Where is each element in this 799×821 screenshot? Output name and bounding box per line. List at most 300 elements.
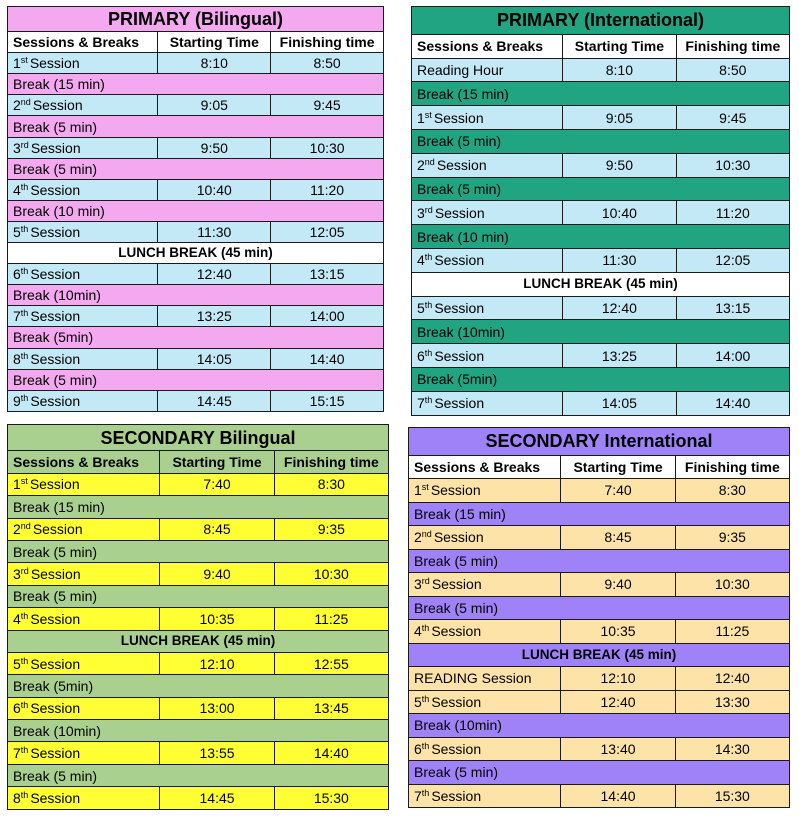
break-label-cell: Break (5min) [8, 675, 389, 697]
session-label: Session [30, 266, 81, 283]
break-label-cell: Break (10min) [412, 320, 790, 344]
end-time-cell: 14:00 [271, 306, 384, 327]
start-time-cell: 12:10 [160, 652, 274, 674]
table-row [8, 306, 384, 327]
start-time-cell: 9:50 [563, 153, 676, 177]
session-label: Session [30, 700, 81, 717]
break-label-cell: Break (5 min) [8, 116, 384, 137]
ordinal-suffix: th [20, 745, 29, 756]
table-row [8, 652, 389, 674]
table-row [409, 761, 790, 785]
table-row [8, 540, 389, 562]
end-time-cell: 9:35 [675, 526, 789, 550]
start-time-cell: 8:45 [160, 518, 274, 540]
session-label-cell [412, 153, 563, 177]
table-row [412, 58, 790, 82]
ordinal-suffix: th [424, 299, 433, 310]
session-label: Session [433, 109, 484, 126]
session-label: Session [431, 576, 482, 593]
session-number: 4 [417, 252, 425, 269]
session-label-cell [409, 690, 561, 714]
table-row [412, 320, 790, 344]
end-time-cell: 13:45 [274, 697, 388, 719]
finishing-time-header: Finishing time [676, 34, 789, 58]
session-number: 1 [414, 482, 422, 499]
table-row [8, 585, 389, 607]
table-row [412, 177, 790, 201]
table-row [8, 179, 384, 200]
table-row [8, 200, 384, 221]
ordinal-suffix: th [424, 347, 433, 358]
table-row [8, 473, 389, 495]
ordinal-suffix: th [20, 700, 29, 711]
break-label-cell: Break (15 min) [8, 74, 384, 95]
ordinal-suffix: th [20, 392, 29, 403]
ordinal-suffix: th [421, 623, 430, 634]
session-label: Session [32, 97, 83, 114]
session-number: 8 [13, 350, 21, 367]
session-label-cell [409, 784, 561, 808]
start-time-cell: 13:00 [160, 697, 274, 719]
session-label: Session [30, 350, 81, 367]
session-label: Session [29, 55, 80, 72]
end-time-cell: 8:50 [676, 58, 789, 82]
table-row [8, 285, 384, 306]
ordinal-suffix: th [20, 308, 29, 319]
finishing-time-header: Finishing time [271, 32, 384, 53]
session-number: 3 [13, 139, 21, 156]
ordinal-suffix: th [421, 693, 430, 704]
ordinal-suffix: th [20, 181, 29, 192]
table-row [8, 697, 389, 719]
start-time-cell: 14:05 [563, 391, 676, 415]
session-label: Session [431, 740, 482, 757]
table-row [8, 787, 389, 809]
session-number: 5 [417, 299, 425, 316]
session-label-cell [409, 737, 561, 761]
end-time-cell: 13:15 [676, 296, 789, 320]
ordinal-suffix: st [20, 476, 28, 487]
ordinal-suffix: rd [421, 576, 430, 587]
session-label-cell [8, 742, 160, 764]
session-number: 7 [417, 395, 425, 412]
table-row [409, 573, 790, 597]
session-label-cell [8, 787, 160, 809]
session-label-cell [412, 344, 563, 368]
session-number: 6 [13, 700, 21, 717]
end-time-cell: 12:40 [675, 667, 789, 691]
table-row [412, 201, 790, 225]
session-number: 3 [13, 566, 21, 583]
end-time-cell: 8:50 [271, 53, 384, 74]
session-number: 3 [417, 204, 425, 221]
sessions-header: Sessions & Breaks [412, 34, 563, 58]
session-label: Session [30, 308, 81, 325]
table-row [409, 737, 790, 761]
end-time-cell: 8:30 [274, 473, 388, 495]
end-time-cell: 11:20 [271, 179, 384, 200]
session-label: Session [434, 252, 485, 269]
end-time-cell: 14:40 [274, 742, 388, 764]
end-time-cell: 11:20 [676, 201, 789, 225]
session-label: Session [434, 299, 485, 316]
session-label-cell [412, 201, 563, 225]
break-label-cell: Break (5 min) [409, 761, 790, 785]
end-time-cell: 14:30 [675, 737, 789, 761]
sessions-header: Sessions & Breaks [8, 32, 158, 53]
session-label-cell [409, 667, 561, 691]
end-time-cell: 8:30 [675, 479, 789, 503]
session-label: Session [30, 139, 81, 156]
table-row [412, 391, 790, 415]
session-label: Session [30, 181, 81, 198]
break-label-cell: Break (5 min) [409, 596, 790, 620]
session-label: Session [30, 655, 81, 672]
table-title: SECONDARY International [409, 428, 790, 456]
session-label-cell [8, 473, 160, 495]
session-number: 1 [417, 109, 425, 126]
session-number: 2 [13, 521, 21, 538]
session-label: Session [434, 347, 485, 364]
session-label: Session [436, 157, 487, 174]
session-label-cell [412, 58, 563, 82]
session-label: Session [433, 529, 484, 546]
ordinal-suffix: th [421, 740, 430, 751]
table-row [409, 502, 790, 526]
table-row [412, 106, 790, 130]
session-label-cell [8, 652, 160, 674]
table-title: PRIMARY (International) [412, 7, 790, 35]
session-number: 4 [414, 623, 422, 640]
end-time-cell: 9:45 [676, 106, 789, 130]
ordinal-suffix: rd [20, 139, 29, 150]
end-time-cell: 11:25 [675, 620, 789, 644]
start-time-cell: 13:40 [561, 737, 675, 761]
finishing-time-header: Finishing time [274, 451, 388, 473]
secondary-international-table [408, 427, 790, 808]
start-time-cell: 12:40 [563, 296, 676, 320]
primary-bilingual-table [7, 6, 384, 412]
table-row [409, 690, 790, 714]
ordinal-suffix: rd [20, 566, 29, 577]
table-row [409, 714, 790, 738]
session-label-cell [8, 95, 158, 116]
start-time-cell: 9:05 [563, 106, 676, 130]
table-row [412, 272, 790, 296]
start-time-cell: 9:40 [561, 573, 675, 597]
table-row [409, 667, 790, 691]
table-row [8, 496, 389, 518]
table-title: SECONDARY Bilingual [8, 425, 389, 451]
session-number: 7 [414, 787, 422, 804]
break-label-cell: Break (15 min) [412, 82, 790, 106]
session-label-cell [8, 518, 160, 540]
start-time-cell: 13:25 [158, 306, 271, 327]
start-time-cell: 9:05 [158, 95, 271, 116]
ordinal-suffix: st [20, 55, 28, 66]
start-time-cell: 9:50 [158, 137, 271, 158]
session-label-cell [412, 106, 563, 130]
end-time-cell: 12:05 [271, 221, 384, 242]
end-time-cell: 13:15 [271, 264, 384, 285]
ordinal-suffix: nd [421, 529, 432, 540]
break-label-cell: Break (5 min) [8, 158, 384, 179]
session-label-cell [8, 179, 158, 200]
table-row [409, 479, 790, 503]
start-time-cell: 11:30 [563, 248, 676, 272]
session-label-cell [8, 348, 158, 369]
table-row [8, 518, 389, 540]
end-time-cell: 12:55 [274, 652, 388, 674]
session-label-cell [8, 563, 160, 585]
primary-international-table [411, 6, 790, 416]
table-row [8, 720, 389, 742]
table-row [412, 296, 790, 320]
table-row [8, 369, 384, 390]
session-label-cell [8, 697, 160, 719]
start-time-cell: 14:05 [158, 348, 271, 369]
table-row [8, 74, 384, 95]
session-label-cell [8, 306, 158, 327]
ordinal-suffix: nd [20, 521, 31, 532]
table-row [8, 264, 384, 285]
session-label-cell [8, 608, 160, 630]
start-time-cell: 13:55 [160, 742, 274, 764]
session-label: Session [30, 392, 81, 409]
session-number: 3 [414, 576, 422, 593]
table-row [8, 221, 384, 242]
table-row [412, 129, 790, 153]
table-row [8, 608, 389, 630]
ordinal-suffix: nd [424, 157, 435, 168]
session-number: 4 [13, 610, 21, 627]
table-row [412, 153, 790, 177]
session-number: 8 [13, 789, 21, 806]
session-label: Session [431, 787, 482, 804]
start-time-cell: 10:40 [563, 201, 676, 225]
ordinal-suffix: th [20, 266, 29, 277]
break-label-cell: Break (10 min) [8, 200, 384, 221]
start-time-cell: 10:35 [160, 608, 274, 630]
break-label-cell: Break (10min) [409, 714, 790, 738]
start-time-cell: 14:40 [561, 784, 675, 808]
table-row [8, 243, 384, 264]
session-label: Reading Hour [417, 61, 504, 78]
ordinal-suffix: th [424, 252, 433, 263]
session-label-cell [8, 264, 158, 285]
start-time-cell: 10:40 [158, 179, 271, 200]
table-row [409, 643, 790, 667]
break-label-cell: Break (5 min) [8, 585, 389, 607]
break-label-cell: Break (5 min) [8, 764, 389, 786]
ordinal-suffix: th [20, 610, 29, 621]
session-number: 5 [13, 655, 21, 672]
session-number: 1 [13, 476, 21, 493]
starting-time-header: Starting Time [158, 32, 271, 53]
ordinal-suffix: rd [424, 204, 433, 215]
table-row [412, 367, 790, 391]
start-time-cell: 14:45 [158, 390, 271, 411]
table-row [8, 327, 384, 348]
break-label-cell: Break (5 min) [412, 177, 790, 201]
ordinal-suffix: st [424, 109, 432, 120]
session-number: 7 [13, 308, 21, 325]
session-label: Session [431, 693, 482, 710]
table-row [412, 248, 790, 272]
session-label: READING Session [414, 670, 532, 687]
end-time-cell: 14:40 [271, 348, 384, 369]
table-row [8, 764, 389, 786]
table-row [8, 563, 389, 585]
starting-time-header: Starting Time [561, 455, 675, 479]
start-time-cell: 8:45 [561, 526, 675, 550]
end-time-cell: 15:15 [271, 390, 384, 411]
starting-time-header: Starting Time [563, 34, 676, 58]
session-label: Session [431, 623, 482, 640]
start-time-cell: 8:10 [158, 53, 271, 74]
end-time-cell: 10:30 [271, 137, 384, 158]
break-label-cell: Break (10min) [8, 285, 384, 306]
table-row [8, 116, 384, 137]
table-row [8, 137, 384, 158]
table-row [409, 596, 790, 620]
session-label-cell [412, 296, 563, 320]
start-time-cell: 11:30 [158, 221, 271, 242]
session-number: 7 [13, 745, 21, 762]
start-time-cell: 9:40 [160, 563, 274, 585]
ordinal-suffix: th [20, 223, 29, 234]
end-time-cell: 15:30 [274, 787, 388, 809]
session-label: Session [30, 566, 81, 583]
sessions-header: Sessions & Breaks [8, 451, 160, 473]
start-time-cell: 8:10 [563, 58, 676, 82]
session-label: Session [30, 789, 81, 806]
end-time-cell: 9:45 [271, 95, 384, 116]
ordinal-suffix: st [421, 482, 429, 493]
table-row [409, 784, 790, 808]
session-label: Session [434, 204, 485, 221]
table-row [8, 742, 389, 764]
break-label-cell: Break (15 min) [409, 502, 790, 526]
session-number: 6 [417, 347, 425, 364]
ordinal-suffix: th [20, 350, 29, 361]
session-number: 6 [13, 266, 21, 283]
table-row [412, 82, 790, 106]
start-time-cell: 12:10 [561, 667, 675, 691]
end-time-cell: 12:05 [676, 248, 789, 272]
table-row [412, 344, 790, 368]
session-number: 2 [13, 97, 21, 114]
session-label: Session [30, 610, 81, 627]
session-label-cell [409, 573, 561, 597]
starting-time-header: Starting Time [160, 451, 274, 473]
session-label-cell [412, 391, 563, 415]
session-label-cell [409, 620, 561, 644]
session-label: Session [430, 482, 481, 499]
session-label: Session [29, 476, 80, 493]
end-time-cell: 10:30 [274, 563, 388, 585]
session-number: 1 [13, 55, 21, 72]
lunch-break-cell: LUNCH BREAK (45 min) [409, 643, 790, 667]
session-label-cell [8, 221, 158, 242]
table-row [8, 675, 389, 697]
session-number: 4 [13, 181, 21, 198]
start-time-cell: 7:40 [561, 479, 675, 503]
end-time-cell: 14:40 [676, 391, 789, 415]
table-row [409, 620, 790, 644]
session-label-cell [8, 390, 158, 411]
table-row [8, 630, 389, 652]
finishing-time-header: Finishing time [675, 455, 789, 479]
table-row [409, 549, 790, 573]
ordinal-suffix: th [421, 787, 430, 798]
session-number: 2 [417, 157, 425, 174]
secondary-bilingual-table [7, 424, 389, 810]
start-time-cell: 12:40 [561, 690, 675, 714]
session-label-cell [409, 526, 561, 550]
sessions-header: Sessions & Breaks [409, 455, 561, 479]
start-time-cell: 13:25 [563, 344, 676, 368]
table-title: PRIMARY (Bilingual) [8, 7, 384, 32]
session-number: 5 [414, 693, 422, 710]
end-time-cell: 13:30 [675, 690, 789, 714]
lunch-break-cell: LUNCH BREAK (45 min) [8, 630, 389, 652]
break-label-cell: Break (5min) [412, 367, 790, 391]
table-row [412, 225, 790, 249]
break-label-cell: Break (5 min) [409, 549, 790, 573]
end-time-cell: 14:00 [676, 344, 789, 368]
end-time-cell: 9:35 [274, 518, 388, 540]
break-label-cell: Break (10min) [8, 720, 389, 742]
session-label-cell [412, 248, 563, 272]
ordinal-suffix: th [424, 395, 433, 406]
session-label-cell [409, 479, 561, 503]
session-number: 5 [13, 223, 21, 240]
end-time-cell: 10:30 [675, 573, 789, 597]
session-label: Session [434, 395, 485, 412]
start-time-cell: 7:40 [160, 473, 274, 495]
table-row [409, 526, 790, 550]
table-row [8, 348, 384, 369]
break-label-cell: Break (5 min) [412, 129, 790, 153]
start-time-cell: 10:35 [561, 620, 675, 644]
session-label: Session [32, 521, 83, 538]
table-row [8, 53, 384, 74]
end-time-cell: 11:25 [274, 608, 388, 630]
start-time-cell: 12:40 [158, 264, 271, 285]
session-label: Session [30, 745, 81, 762]
table-row [8, 95, 384, 116]
break-label-cell: Break (5 min) [8, 369, 384, 390]
session-label: Session [30, 223, 81, 240]
session-label-cell [8, 53, 158, 74]
break-label-cell: Break (10 min) [412, 225, 790, 249]
session-label-cell [8, 137, 158, 158]
session-number: 6 [414, 740, 422, 757]
start-time-cell: 14:45 [160, 787, 274, 809]
break-label-cell: Break (15 min) [8, 496, 389, 518]
end-time-cell: 15:30 [675, 784, 789, 808]
lunch-break-cell: LUNCH BREAK (45 min) [8, 243, 384, 264]
break-label-cell: Break (5min) [8, 327, 384, 348]
session-number: 2 [414, 529, 422, 546]
lunch-break-cell: LUNCH BREAK (45 min) [412, 272, 790, 296]
table-row [8, 158, 384, 179]
end-time-cell: 10:30 [676, 153, 789, 177]
ordinal-suffix: th [20, 655, 29, 666]
ordinal-suffix: th [20, 789, 29, 800]
ordinal-suffix: nd [20, 97, 31, 108]
